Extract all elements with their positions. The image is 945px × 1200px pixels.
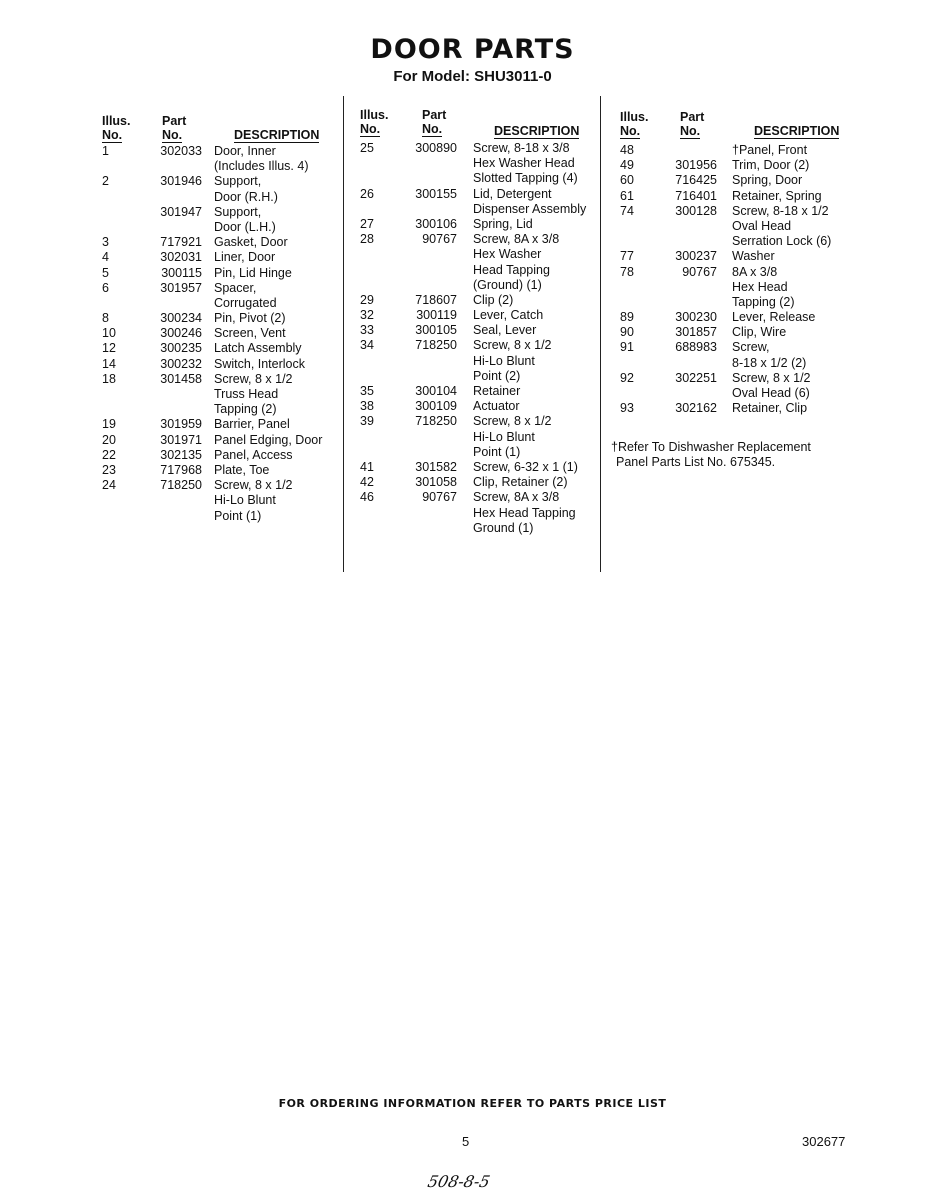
part-description: Pin, Pivot (2) <box>214 311 286 326</box>
part-description: Trim, Door (2) <box>732 158 810 173</box>
table-row <box>102 205 338 220</box>
part-description: Barrier, Panel <box>214 417 290 432</box>
illus-number: 74 <box>620 203 634 218</box>
part-number: 302135 <box>160 447 202 462</box>
illus-number: 33 <box>360 323 374 338</box>
illus-number: 3 <box>102 235 109 250</box>
footnote-line: †Refer To Dishwasher Replacement <box>611 440 811 454</box>
part-number: 302251 <box>675 370 717 385</box>
table-row <box>102 509 338 524</box>
table-row <box>620 158 856 173</box>
table-row <box>360 293 596 308</box>
part-description: Hi-Lo Blunt <box>473 353 535 368</box>
table-row <box>102 402 338 417</box>
footnote <box>611 440 811 470</box>
part-number: 90767 <box>422 490 457 505</box>
part-description: Latch Assembly <box>214 341 302 356</box>
table-row <box>102 448 338 463</box>
table-row <box>620 386 856 401</box>
illus-number: 60 <box>620 173 634 188</box>
table-row <box>360 354 596 369</box>
table-row <box>102 311 338 326</box>
table-row <box>360 475 596 490</box>
illus-number: 8 <box>102 311 109 326</box>
part-description: Screen, Vent <box>214 326 286 341</box>
part-number: 300235 <box>160 341 202 356</box>
model-subtitle: For Model: SHU3011-0 <box>393 68 552 85</box>
parts-column-3 <box>620 108 856 416</box>
part-description: Door (R.H.) <box>214 189 278 204</box>
parts-list <box>360 141 596 536</box>
part-number: 716425 <box>675 173 717 188</box>
part-description: (Ground) (1) <box>473 277 542 292</box>
part-description: Point (2) <box>473 368 521 383</box>
part-description: Lever, Catch <box>473 308 544 323</box>
part-number: 302033 <box>160 144 202 158</box>
part-description: Screw, 8 x 1/2 <box>473 414 552 429</box>
illus-number: 2 <box>102 174 109 189</box>
table-row <box>620 310 856 325</box>
part-description: Hex Head Tapping <box>473 505 576 520</box>
illus-number: 19 <box>102 417 116 432</box>
table-row <box>620 401 856 416</box>
part-description: Retainer <box>473 384 521 398</box>
illus-number: 20 <box>102 432 116 447</box>
table-row <box>620 234 856 249</box>
part-description: Hi-Lo Blunt <box>214 493 276 508</box>
illus-number: 6 <box>102 280 109 295</box>
table-row <box>102 159 338 174</box>
part-number: 300890 <box>415 141 457 155</box>
footnote-line: Panel Parts List No. 675345. <box>616 455 776 469</box>
part-number: 302031 <box>160 250 202 265</box>
part-number: 301946 <box>160 174 202 189</box>
illus-number: 77 <box>620 249 634 264</box>
table-row <box>360 414 596 429</box>
part-description: Plate, Toe <box>214 462 270 477</box>
illus-number: 61 <box>620 188 634 203</box>
table-row <box>102 493 338 508</box>
part-description: Spring, Door <box>732 173 803 188</box>
table-row <box>620 249 856 264</box>
parts-column-2 <box>360 108 596 536</box>
table-row <box>620 265 856 280</box>
part-number: 301857 <box>675 325 717 340</box>
part-description: Screw, 8-18 x 1/2 <box>732 203 829 218</box>
part-description: 8A x 3/8 <box>732 264 778 279</box>
part-description: Gasket, Door <box>214 235 288 250</box>
illus-number: 25 <box>360 141 374 155</box>
table-row <box>360 369 596 384</box>
part-description: Hex Washer <box>473 247 542 262</box>
table-row <box>360 323 596 338</box>
part-description: Panel Edging, Door <box>214 432 323 447</box>
part-description: Screw, 8A x 3/8 <box>473 490 560 505</box>
table-row <box>620 340 856 355</box>
illus-number: 18 <box>102 371 116 386</box>
part-number: 718250 <box>415 338 457 353</box>
illus-number: 91 <box>620 340 634 355</box>
part-description: Clip, Retainer (2) <box>473 475 568 490</box>
illus-number: 10 <box>102 326 116 341</box>
part-description: Screw, 6-32 x 1 (1) <box>473 459 578 474</box>
part-description: Spacer, <box>214 280 257 295</box>
illus-number: 22 <box>102 447 116 462</box>
illus-number: 48 <box>620 143 634 157</box>
part-number: 301956 <box>675 158 717 173</box>
illus-header: Illus. No. <box>102 114 131 142</box>
part-description: Door (L.H.) <box>214 219 276 234</box>
part-description: Dispenser Assembly <box>473 201 587 216</box>
part-description: Lever, Release <box>732 310 816 325</box>
column-header <box>620 108 856 144</box>
part-description: Pin, Lid Hinge <box>214 265 292 280</box>
table-row <box>102 235 338 250</box>
table-row <box>620 143 856 158</box>
part-number: 717921 <box>160 235 202 250</box>
illus-number: 26 <box>360 186 374 201</box>
part-description: Panel, Access <box>214 447 293 462</box>
table-row <box>360 232 596 247</box>
illus-number: 34 <box>360 338 374 353</box>
table-row <box>102 433 338 448</box>
table-row <box>360 399 596 414</box>
part-description: (Includes Illus. 4) <box>214 159 309 174</box>
part-description: 8-18 x 1/2 (2) <box>732 355 807 370</box>
table-row <box>360 278 596 293</box>
part-description: †Panel, Front <box>732 143 808 157</box>
table-row <box>360 384 596 399</box>
part-description: Hex Washer Head <box>473 156 575 171</box>
part-description: Point (1) <box>473 444 521 459</box>
table-row <box>620 325 856 340</box>
table-row <box>360 430 596 445</box>
part-number: 301957 <box>160 280 202 295</box>
part-description: Clip (2) <box>473 292 514 307</box>
table-row <box>620 173 856 188</box>
illus-number: 4 <box>102 250 109 265</box>
part-description: Actuator <box>473 399 520 414</box>
illus-number: 32 <box>360 308 374 323</box>
table-row <box>360 141 596 156</box>
part-number: 300109 <box>415 399 457 414</box>
table-row <box>102 266 338 281</box>
page-number: 5 <box>462 1134 470 1149</box>
illus-number: 14 <box>102 356 116 371</box>
part-number: 301959 <box>160 417 202 432</box>
table-row <box>620 356 856 371</box>
table-row <box>360 263 596 278</box>
table-row <box>360 171 596 186</box>
part-description: Screw, <box>732 340 770 355</box>
table-row <box>102 296 338 311</box>
part-number: 718250 <box>415 414 457 429</box>
column-header <box>102 108 338 144</box>
part-number: 300119 <box>416 308 457 323</box>
part-description: Support, <box>214 174 262 189</box>
part-header: Part No. <box>162 114 187 142</box>
table-row <box>360 445 596 460</box>
part-description: Slotted Tapping (4) <box>473 171 578 186</box>
part-number: 300128 <box>675 203 717 218</box>
part-description: Screw, 8A x 3/8 <box>473 232 560 247</box>
part-description: Clip, Wire <box>732 325 787 340</box>
part-number: 301582 <box>415 459 457 474</box>
table-row <box>360 217 596 232</box>
table-row <box>360 506 596 521</box>
part-description: Oval Head (6) <box>732 386 810 400</box>
part-number: 300234 <box>160 311 202 326</box>
description-header: DESCRIPTION <box>234 128 320 142</box>
table-row <box>360 308 596 323</box>
part-number: 300104 <box>415 384 457 398</box>
part-number: 300106 <box>415 216 457 231</box>
part-description: Retainer, Spring <box>732 188 822 203</box>
part-description: Serration Lock (6) <box>732 234 832 249</box>
illus-number: 41 <box>360 459 374 474</box>
table-row <box>620 280 856 295</box>
part-description: Screw, 8 x 1/2 <box>473 338 552 353</box>
part-number: 302162 <box>675 401 717 416</box>
illus-number: 29 <box>360 292 374 307</box>
column-divider <box>600 96 601 572</box>
part-number: 688983 <box>675 340 717 355</box>
illus-number: 39 <box>360 414 374 429</box>
description-header: DESCRIPTION <box>494 124 580 138</box>
table-row <box>620 204 856 219</box>
illus-number: 90 <box>620 325 634 340</box>
illus-number: 38 <box>360 399 374 414</box>
part-description: Hex Head <box>732 279 788 294</box>
part-number: 300232 <box>160 356 202 371</box>
part-description: Truss Head <box>214 387 279 401</box>
part-description: Ground (1) <box>473 520 534 535</box>
illus-number: 46 <box>360 490 374 505</box>
table-row <box>620 371 856 386</box>
illus-number: 35 <box>360 384 374 398</box>
illus-number: 23 <box>102 462 116 477</box>
table-row <box>102 281 338 296</box>
illus-number: 1 <box>102 144 109 158</box>
part-description: Hi-Lo Blunt <box>473 429 535 444</box>
part-number: 300230 <box>675 310 717 325</box>
part-number: 301458 <box>160 371 202 386</box>
table-row <box>360 187 596 202</box>
table-row <box>360 521 596 536</box>
part-number: 301058 <box>415 475 457 490</box>
part-description: Oval Head <box>732 218 792 233</box>
part-description: Switch, Interlock <box>214 356 306 371</box>
handwritten-note: 508-8-5 <box>425 1172 492 1191</box>
part-description: Screw, 8-18 x 3/8 <box>473 141 570 155</box>
part-description: Point (1) <box>214 508 262 523</box>
table-row <box>360 247 596 262</box>
ordering-note: FOR ORDERING INFORMATION REFER TO PARTS PRICE LIST <box>278 1097 667 1110</box>
illus-number: 92 <box>620 370 634 385</box>
part-header: Part No. <box>680 110 705 138</box>
description-header: DESCRIPTION <box>754 124 840 138</box>
table-row <box>102 144 338 159</box>
illus-number: 28 <box>360 232 374 247</box>
part-description: Washer <box>732 249 775 264</box>
parts-list <box>102 144 338 524</box>
part-description: Screw, 8 x 1/2 <box>214 371 293 386</box>
part-description: Screw, 8 x 1/2 <box>732 370 811 385</box>
table-row <box>102 341 338 356</box>
table-row <box>360 338 596 353</box>
illus-number: 27 <box>360 216 374 231</box>
table-row <box>102 174 338 189</box>
table-row <box>102 250 338 265</box>
part-number: 718250 <box>160 478 202 493</box>
part-number: 300115 <box>161 265 202 280</box>
part-description: Lid, Detergent <box>473 186 552 201</box>
part-description: Spring, Lid <box>473 216 533 231</box>
table-row <box>620 295 856 310</box>
part-number: 301971 <box>160 432 202 447</box>
table-row <box>102 326 338 341</box>
table-row <box>360 460 596 475</box>
illus-number: 78 <box>620 264 634 279</box>
illus-header: Illus. No. <box>360 108 389 136</box>
illus-number: 89 <box>620 310 634 325</box>
illus-number: 24 <box>102 478 116 493</box>
table-row <box>360 490 596 505</box>
part-description: Seal, Lever <box>473 323 537 338</box>
document-number: 302677 <box>802 1134 846 1149</box>
table-row <box>102 387 338 402</box>
table-row <box>102 417 338 432</box>
table-row <box>102 372 338 387</box>
column-header <box>360 108 596 144</box>
table-row <box>620 189 856 204</box>
part-description: Head Tapping <box>473 262 550 277</box>
part-description: Liner, Door <box>214 250 276 265</box>
table-row <box>360 156 596 171</box>
illus-number: 42 <box>360 475 374 490</box>
part-number: 90767 <box>682 264 717 279</box>
column-divider <box>343 96 344 572</box>
illus-number: 49 <box>620 158 634 173</box>
illus-number: 12 <box>102 341 116 356</box>
table-row <box>102 357 338 372</box>
part-number: 301947 <box>160 204 202 219</box>
part-number: 300246 <box>160 326 202 341</box>
part-description: Retainer, Clip <box>732 401 808 416</box>
table-row <box>102 220 338 235</box>
table-row <box>102 463 338 478</box>
table-row <box>620 219 856 234</box>
table-row <box>102 190 338 205</box>
part-description: Corrugated <box>214 295 277 310</box>
part-number: 716401 <box>675 188 717 203</box>
part-header: Part No. <box>422 108 447 136</box>
table-row <box>360 202 596 217</box>
illus-number: 5 <box>102 265 109 280</box>
part-number: 300105 <box>415 323 457 338</box>
part-description: Screw, 8 x 1/2 <box>214 478 293 493</box>
table-row <box>102 478 338 493</box>
part-number: 718607 <box>415 292 457 307</box>
part-description: Tapping (2) <box>732 294 795 309</box>
part-number: 717968 <box>160 462 202 477</box>
parts-column-1 <box>102 108 338 524</box>
part-description: Support, <box>214 204 262 219</box>
illus-header: Illus. No. <box>620 110 649 138</box>
part-number: 90767 <box>422 232 457 247</box>
page-title: DOOR PARTS <box>370 34 575 65</box>
parts-list <box>620 143 856 416</box>
illus-number: 93 <box>620 401 634 416</box>
part-number: 300155 <box>415 186 457 201</box>
part-description: Tapping (2) <box>214 402 277 417</box>
part-number: 300237 <box>675 249 717 264</box>
part-description: Door, Inner <box>214 144 276 158</box>
